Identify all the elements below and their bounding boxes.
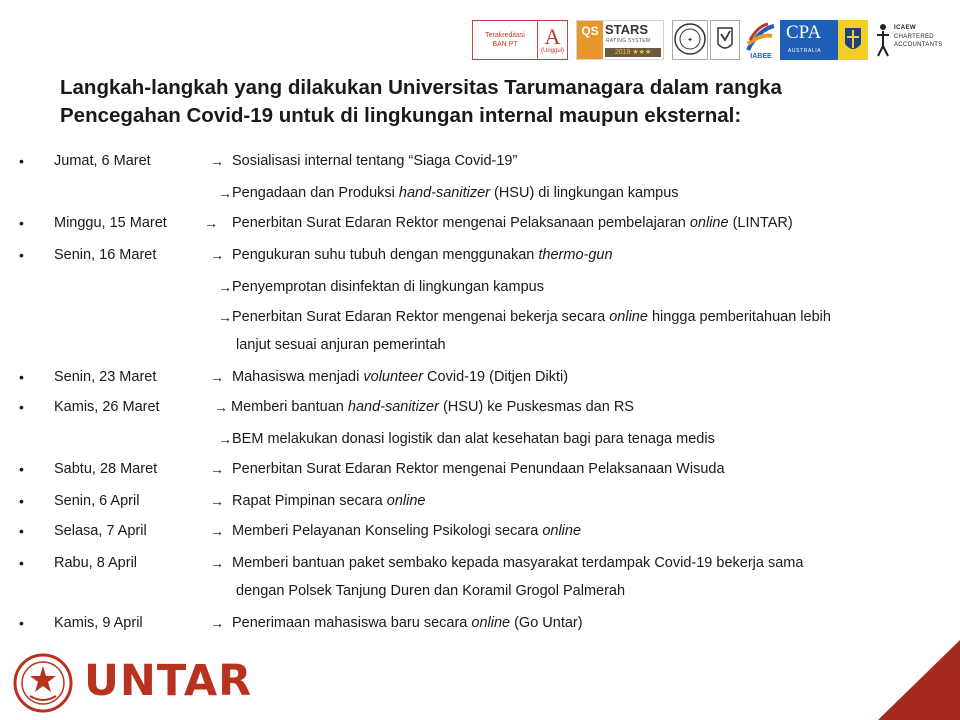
bullet-icon: •: [19, 461, 24, 477]
item-date: Minggu, 15 Maret: [54, 215, 167, 231]
item-description: [232, 243, 613, 267]
grade-badge: [538, 20, 568, 60]
qs-stars-title: STARS: [605, 22, 649, 37]
item-description: [232, 489, 425, 513]
bullet-icon: •: [19, 523, 24, 539]
list-item: [0, 243, 960, 267]
item-text-it: volunteer: [363, 369, 424, 385]
item-text-post: (Go Untar): [510, 615, 583, 631]
item-description: [232, 275, 544, 299]
item-description: [232, 211, 793, 235]
list-item: [0, 395, 960, 419]
title-line-1: Langkah-langkah yang dilakukan Universitas Tarumanagara dalam rangka: [60, 76, 782, 99]
icaew-logo: [874, 20, 950, 60]
list-item: [0, 579, 960, 603]
partner-logos: [470, 18, 950, 62]
qs-stars-logo: [576, 20, 664, 60]
cpa-sub: AUSTRALIA: [788, 48, 822, 54]
bullet-icon: •: [19, 153, 24, 169]
arrow-right-icon: →: [204, 215, 218, 231]
qs-mark: QS: [577, 21, 603, 59]
arrow-right-icon: →: [218, 431, 232, 447]
untar-emblem-icon: [12, 652, 74, 714]
list-item: [0, 333, 960, 357]
bullet-icon: •: [19, 615, 24, 631]
item-date: Kamis, 9 April: [54, 615, 143, 631]
bullet-icon: •: [19, 247, 24, 263]
item-description: [236, 579, 625, 603]
svg-text:✦: ✦: [687, 37, 693, 44]
ban-pt-accreditation-badge: [472, 20, 538, 60]
cpa-title: CPA: [786, 22, 822, 43]
arrow-right-icon: →: [214, 399, 228, 415]
qs-stars-rating: 2019 ★★★: [605, 48, 661, 57]
arrow-right-icon: →: [210, 615, 224, 631]
bullet-icon: •: [19, 493, 24, 509]
item-text-it: online: [689, 215, 729, 231]
item-description: [232, 457, 725, 481]
arrow-right-icon: →: [218, 185, 232, 201]
list-item: [0, 611, 960, 635]
item-text-post: Covid-19 (Ditjen Dikti): [423, 369, 569, 385]
item-text-post: (HSU) di lingkungan kampus: [489, 185, 679, 201]
list-item: [0, 551, 960, 575]
item-date: Senin, 16 Maret: [54, 247, 157, 263]
arrow-right-icon: →: [210, 493, 224, 509]
item-date: Jumat, 6 Maret: [54, 153, 151, 169]
item-text-it: online: [386, 493, 426, 509]
item-description: [231, 395, 634, 419]
arrow-right-icon: →: [210, 555, 224, 571]
item-text-pre: dengan Polsek Tanjung Duren dan Koramil Grogol Palmerah: [236, 583, 626, 599]
cpa-crest-icon: [838, 20, 868, 60]
item-date: Kamis, 26 Maret: [54, 399, 160, 415]
item-text-post: hingga pemberitahuan lebih: [647, 309, 831, 325]
item-date: Selasa, 7 April: [54, 523, 147, 539]
item-description: [232, 427, 715, 451]
list-item: [0, 489, 960, 513]
arrow-right-icon: →: [210, 153, 224, 169]
item-text-post: (HSU) ke Puskesmas dan RS: [438, 399, 634, 415]
iabee-logo-icon: [744, 20, 778, 60]
item-text-pre: Memberi bantuan: [231, 399, 348, 415]
title-line-2: Pencegahan Covid-19 untuk di lingkungan internal maupun eksternal:: [60, 104, 742, 127]
item-date: Senin, 23 Maret: [54, 369, 157, 385]
item-date: Rabu, 8 April: [54, 555, 138, 571]
untar-brand: UNTAR: [84, 656, 253, 706]
item-description: [232, 181, 679, 205]
list-item: [0, 211, 960, 235]
item-date: Sabtu, 28 Maret: [54, 461, 158, 477]
item-text-pre: BEM melakukan donasi logistik dan alat kesehatan bagi para tenaga medis: [232, 431, 715, 447]
item-text-post: (LINTAR): [728, 215, 793, 231]
item-description: [232, 365, 568, 389]
list-item: [0, 149, 960, 173]
accreditation-line1: Terakreditasi: [485, 32, 525, 39]
cpa-australia-logo: [780, 20, 868, 60]
corner-decoration: [872, 640, 960, 720]
item-text-it: online: [471, 615, 511, 631]
item-text-pre: Memberi Pelayanan Konseling Psikologi secara: [232, 523, 543, 539]
grade-label: (Unggul): [540, 48, 564, 54]
qs-stars-sub: RATING SYSTEM: [606, 38, 651, 44]
item-text-it: thermo-gun: [538, 247, 613, 263]
bullet-icon: •: [19, 215, 24, 231]
page-title: [60, 74, 920, 130]
item-text-pre: Penerimaan mahasiswa baru secara: [232, 615, 472, 631]
item-text-pre: Memberi bantuan paket sembako kepada masyarakat terdampak Covid-19 bekerja sama: [232, 555, 804, 571]
item-description: [232, 519, 581, 543]
list-item: [0, 181, 960, 205]
item-description: [232, 149, 517, 173]
grade-letter: A: [544, 24, 561, 49]
item-text-pre: Mahasiswa menjadi: [232, 369, 364, 385]
item-text-pre: Pengukuran suhu tubuh dengan menggunakan: [232, 247, 539, 263]
item-text-pre: Penyemprotan disinfektan di lingkungan kampus: [232, 279, 544, 295]
item-text-pre: lanjut sesuai anjuran pemerintah: [236, 337, 446, 353]
arrow-right-icon: →: [210, 461, 224, 477]
item-description: [232, 551, 803, 575]
item-text-pre: Penerbitan Surat Edaran Rektor mengenai Penundaan Pelaksanaan Wisuda: [232, 461, 725, 477]
item-date: Senin, 6 April: [54, 493, 140, 509]
arrow-right-icon: →: [218, 309, 232, 325]
item-description: [232, 305, 831, 329]
bullet-icon: •: [19, 555, 24, 571]
item-text-pre: Penerbitan Surat Edaran Rektor mengenai Pelaksanaan pembelajaran: [232, 215, 690, 231]
icaew-line2: CHARTERED: [894, 34, 934, 40]
arrow-right-icon: →: [210, 369, 224, 385]
icaew-line3: ACCOUNTANTS: [894, 42, 943, 48]
list-item: [0, 305, 960, 329]
accreditation-seal-icon: [672, 20, 708, 60]
item-text-pre: Sosialisasi internal tentang “Siaga Covid-19”: [232, 153, 518, 169]
list-item: [0, 457, 960, 481]
arrow-right-icon: →: [218, 279, 232, 295]
item-text-it: hand-sanitizer: [398, 185, 490, 201]
certification-seal-icon: [710, 20, 740, 60]
item-description: [236, 333, 446, 357]
icaew-line1: ICAEW: [894, 25, 916, 31]
item-text-pre: Rapat Pimpinan secara: [232, 493, 387, 509]
arrow-right-icon: →: [210, 523, 224, 539]
list-item: [0, 519, 960, 543]
item-text-it: online: [542, 523, 582, 539]
item-text-it: hand-sanitizer: [347, 399, 439, 415]
bullet-icon: •: [19, 399, 24, 415]
item-description: [232, 611, 583, 635]
accreditation-line2: BAN PT: [492, 41, 518, 48]
icaew-figure-icon: [874, 22, 892, 58]
list-item: [0, 275, 960, 299]
bullet-icon: •: [19, 369, 24, 385]
item-text-it: online: [609, 309, 648, 325]
iabee-label: IABEE: [750, 53, 772, 60]
item-text-pre: Pengadaan dan Produksi: [232, 185, 399, 201]
item-text-pre: Penerbitan Surat Edaran Rektor mengenai bekerja secara: [232, 309, 610, 325]
arrow-right-icon: →: [210, 247, 224, 263]
list-item: [0, 365, 960, 389]
list-item: [0, 427, 960, 451]
